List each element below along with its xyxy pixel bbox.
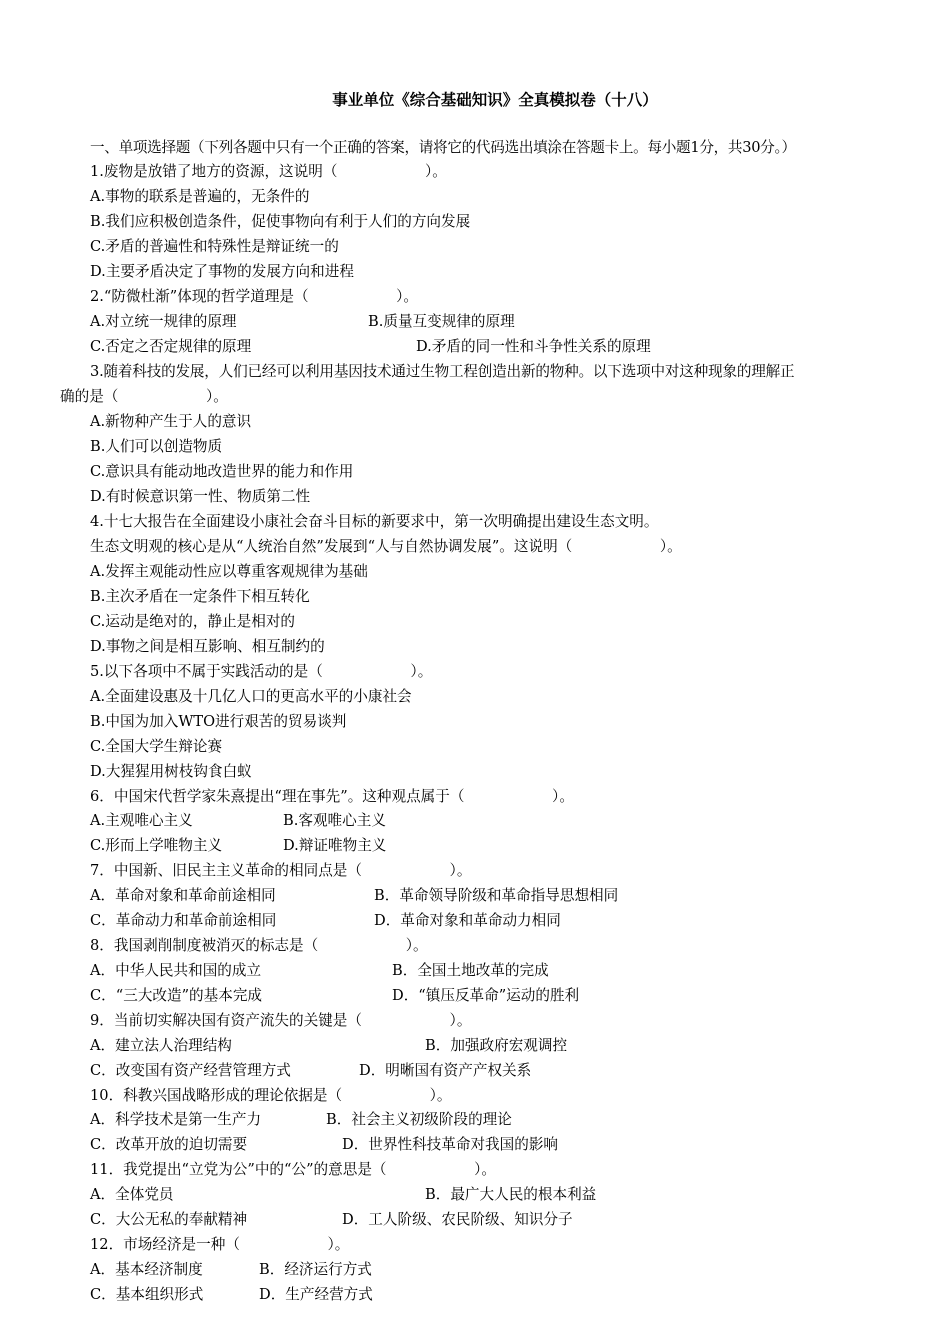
question-5-option-a: A.全面建设惠及十几亿人口的更高水平的小康社会 (90, 688, 412, 705)
question-4-stem-line-1: 4.十七大报告在全面建设小康社会奋斗目标的新要求中，第一次明确提出建设生态文明。 (90, 513, 659, 530)
question-6-option-d: D.辩证唯物主义 (283, 837, 387, 854)
question-12-option-d: D．生产经营方式 (259, 1286, 373, 1303)
question-4-option-b: B.主次矛盾在一定条件下相互转化 (90, 588, 310, 605)
question-4-stem-line-2: 生态文明观的核心是从“人统治自然”发展到“人与自然协调发展”。这说明（ ）。 (90, 538, 682, 555)
question-10-option-b: B．社会主义初级阶段的理论 (326, 1111, 512, 1128)
question-10-option-a: A．科学技术是第一生产力 (90, 1111, 262, 1128)
question-12-option-c: C．基本组织形式 (90, 1286, 204, 1303)
question-1-stem: 1.废物是放错了地方的资源，这说明（ ）。 (90, 163, 447, 180)
question-2-option-a: A.对立统一规律的原理 (90, 313, 237, 330)
question-11-option-d: D．工人阶级、农民阶级、知识分子 (342, 1211, 573, 1228)
question-2-option-c: C.否定之否定规律的原理 (90, 338, 252, 355)
question-4-option-d: D.事物之间是相互影响、相互制约的 (90, 638, 325, 655)
question-2-option-d: D.矛盾的同一性和斗争性关系的原理 (416, 338, 651, 355)
question-10-stem: 10．科教兴国战略形成的理论依据是（ ）。 (90, 1087, 452, 1104)
question-9-stem: 9．当前切实解决国有资产流失的关键是（ ）。 (90, 1012, 472, 1029)
question-8-stem: 8．我国剥削制度被消灭的标志是（ ）。 (90, 937, 428, 954)
question-7-option-b: B．革命领导阶级和革命指导思想相同 (374, 887, 619, 904)
question-12-option-b: B．经济运行方式 (259, 1261, 372, 1278)
question-5-option-c: C.全国大学生辩论赛 (90, 738, 223, 755)
question-1-option-a: A.事物的联系是普遍的，无条件的 (90, 188, 310, 205)
question-1-option-d: D.主要矛盾决定了事物的发展方向和进程 (90, 263, 354, 280)
question-11-option-b: B．最广大人民的根本利益 (425, 1186, 597, 1203)
question-3-stem-line-1: 3.随着科技的发展，人们已经可以利用基因技术通过生物工程创造出新的物种。以下选项中对这种现象的理解正 (90, 363, 795, 380)
question-8-option-d: D．“镇压反革命”运动的胜利 (392, 987, 580, 1004)
question-8-option-c: C．“三大改造”的基本完成 (90, 987, 263, 1004)
question-7-option-a: A．革命对象和革命前途相同 (90, 887, 276, 904)
question-2-option-b: B.质量互变规律的原理 (368, 313, 515, 330)
question-5-stem: 5.以下各项中不属于实践活动的是（ ）。 (90, 663, 433, 680)
question-3-stem-line-2: 确的是（ ）。 (60, 388, 228, 405)
question-6-option-b: B.客观唯心主义 (283, 812, 386, 829)
question-7-stem: 7．中国新、旧民主主义革命的相同点是（ ）。 (90, 862, 472, 879)
question-7-option-d: D．革命对象和革命动力相同 (374, 912, 561, 929)
question-5-option-b: B.中国为加入WTO进行艰苦的贸易谈判 (90, 713, 347, 730)
question-2-stem: 2.“防微杜渐”体现的哲学道理是（ ）。 (90, 288, 419, 305)
question-1-option-c: C.矛盾的普遍性和特殊性是辩证统一的 (90, 238, 339, 255)
question-9-option-b: B．加强政府宏观调控 (425, 1037, 568, 1054)
question-7-option-c: C．革命动力和革命前途相同 (90, 912, 277, 929)
question-10-option-c: C．改革开放的迫切需要 (90, 1136, 248, 1153)
question-10-option-d: D．世界性科技革命对我国的影响 (342, 1136, 559, 1153)
question-6-option-a: A.主观唯心主义 (90, 812, 193, 829)
question-5-option-d: D.大猩猩用树枝钩食白蚁 (90, 763, 252, 780)
question-6-option-c: C.形而上学唯物主义 (90, 837, 223, 854)
question-12-stem: 12．市场经济是一种（ ）。 (90, 1236, 350, 1253)
section-heading: 一、单项选择题（下列各题中只有一个正确的答案，请将它的代码选出填涂在答题卡上。每小题1分，共30分。） (90, 139, 796, 156)
question-3-option-b: B.人们可以创造物质 (90, 438, 223, 455)
question-3-option-a: A.新物种产生于人的意识 (90, 413, 252, 430)
question-1-option-b: B.我们应积极创造条件，促使事物向有利于人们的方向发展 (90, 213, 471, 230)
question-8-option-a: A．中华人民共和国的成立 (90, 962, 262, 979)
question-3-option-c: C.意识具有能动地改造世界的能力和作用 (90, 463, 354, 480)
page-title: 事业单位《综合基础知识》全真模拟卷（十八） (332, 90, 658, 109)
question-3-option-d: D.有时候意识第一性、物质第二性 (90, 488, 311, 505)
question-6-stem: 6．中国宋代哲学家朱熹提出“理在事先”。这种观点属于（ ）。 (90, 788, 574, 805)
question-11-option-c: C．大公无私的奉献精神 (90, 1211, 248, 1228)
question-12-option-a: A．基本经济制度 (90, 1261, 203, 1278)
question-8-option-b: B．全国土地改革的完成 (392, 962, 549, 979)
question-4-option-a: A.发挥主观能动性应以尊重客观规律为基础 (90, 563, 368, 580)
question-11-stem: 11．我党提出“立党为公”中的“公”的意思是（ ）。 (90, 1161, 496, 1178)
question-9-option-d: D．明晰国有资产产权关系 (359, 1062, 532, 1079)
question-11-option-a: A．全体党员 (90, 1186, 174, 1203)
question-9-option-c: C．改变国有资产经营管理方式 (90, 1062, 291, 1079)
question-9-option-a: A．建立法人治理结构 (90, 1037, 232, 1054)
question-4-option-c: C.运动是绝对的，静止是相对的 (90, 613, 296, 630)
